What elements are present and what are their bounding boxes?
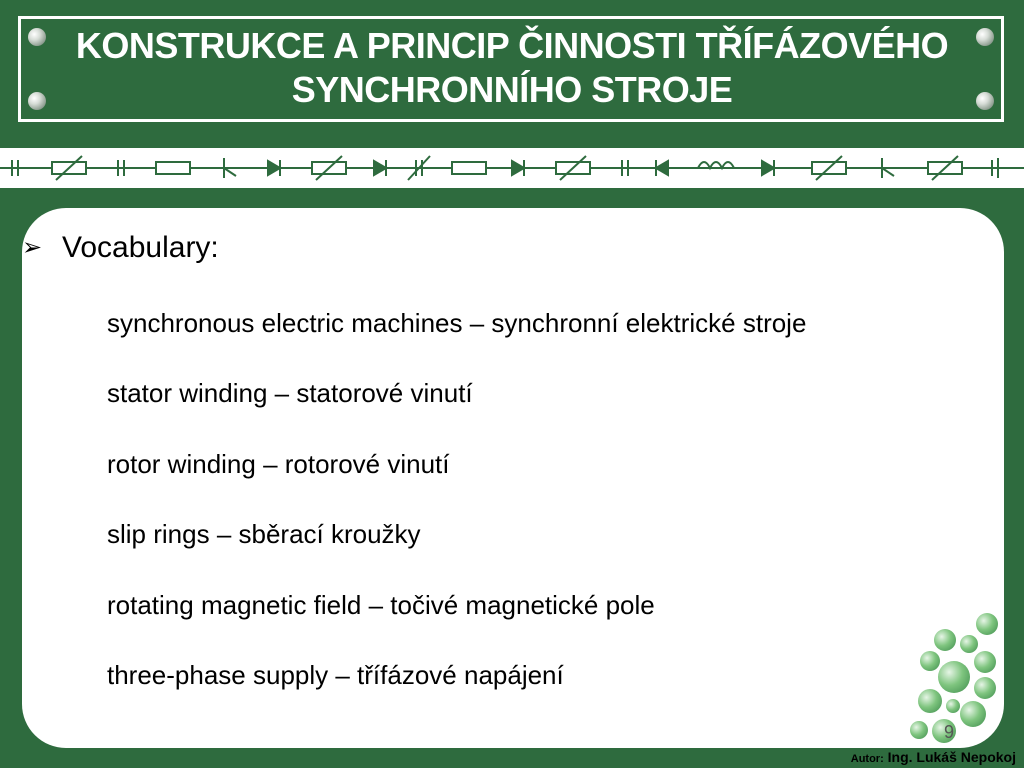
rivet-icon	[28, 28, 46, 46]
author-label: Autor:	[850, 753, 884, 765]
page-number: 9	[944, 722, 955, 742]
arrowhead-bullet-icon: ➢	[22, 234, 43, 261]
title-line-1: KONSTRUKCE A PRINCIP ČINNOSTI TŘÍFÁZOVÉHO	[75, 25, 949, 66]
vocab-item: slip rings – sběrací kroužky	[107, 519, 421, 549]
title-line-2: SYNCHRONNÍHO STROJE	[291, 69, 733, 110]
rivet-icon	[28, 92, 46, 110]
bubble-icon	[976, 613, 998, 635]
vocab-item: rotating magnetic field – točivé magnetické pole	[107, 590, 655, 620]
bubble-icon	[946, 699, 960, 713]
vocabulary-heading	[22, 228, 219, 268]
page-title	[60, 24, 964, 112]
bubble-icon	[974, 651, 996, 673]
circuit-symbols-strip	[0, 148, 1024, 188]
bubble-icon	[960, 635, 978, 653]
rivet-icon	[976, 92, 994, 110]
decorative-bubbles	[900, 605, 1020, 750]
vocab-item: three-phase supply – třífázové napájení	[107, 660, 564, 690]
vocab-item: stator winding – statorové vinutí	[107, 378, 473, 408]
rivet-icon	[976, 28, 994, 46]
author-credit	[851, 749, 1016, 765]
author-name: Ing. Lukáš Nepokoj	[887, 749, 1016, 765]
bubble-icon	[934, 629, 956, 651]
bubble-icon	[974, 677, 996, 699]
bubble-icon	[960, 701, 986, 727]
bubble-icon	[918, 689, 942, 713]
bubble-icon	[910, 721, 928, 739]
circuit-symbols-icon	[0, 148, 1024, 188]
vocab-item: synchronous electric machines – synchronní elektrické stroje	[107, 308, 807, 338]
bubble-icon	[920, 651, 940, 671]
bubble-icon	[938, 661, 970, 693]
heading-label: Vocabulary:	[62, 231, 219, 264]
vocab-item: rotor winding – rotorové vinutí	[107, 449, 450, 479]
